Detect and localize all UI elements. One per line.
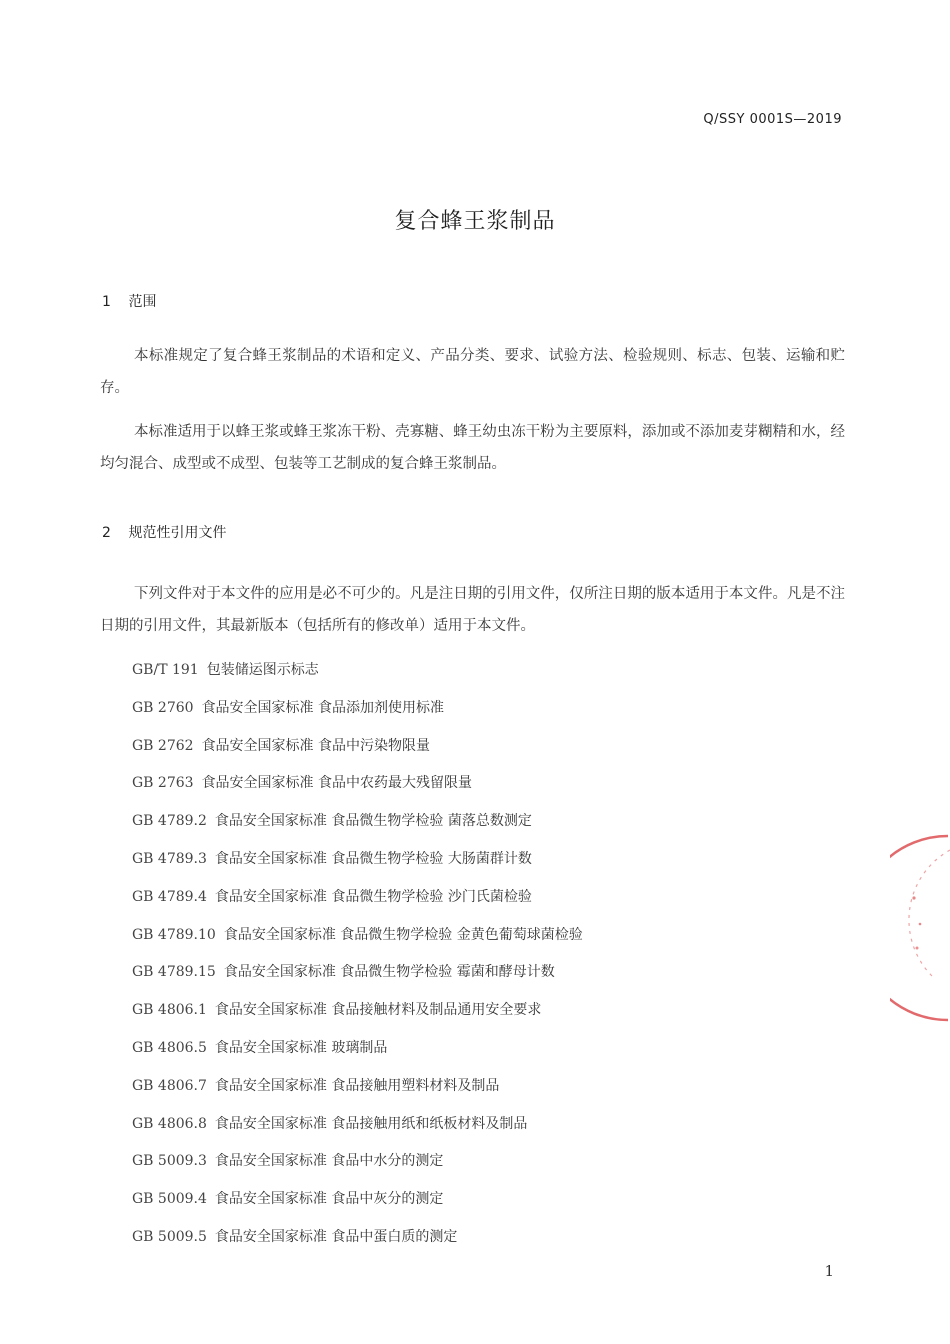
section-title: 范围 — [128, 294, 157, 310]
reference-item — [132, 845, 583, 883]
reference-title: 食品安全国家标准 食品中污染物限量 — [201, 737, 431, 754]
reference-code: GB 4789.3 — [132, 850, 207, 867]
normative-references-list — [132, 656, 583, 1261]
reference-title: 食品安全国家标准 食品微生物学检验 大肠菌群计数 — [214, 850, 532, 867]
seal-stamp-icon — [890, 828, 950, 1028]
section-1-heading — [102, 291, 156, 311]
reference-code: GB 2760 — [132, 699, 194, 716]
reference-code: GB 4806.7 — [132, 1077, 207, 1094]
reference-title: 食品安全国家标准 食品微生物学检验 霉菌和酵母计数 — [223, 964, 555, 981]
reference-title: 食品安全国家标准 食品中水分的测定 — [214, 1153, 444, 1170]
reference-title: 食品安全国家标准 食品中灰分的测定 — [214, 1191, 444, 1208]
document-title: 复合蜂王浆制品 — [394, 209, 556, 234]
section-2-heading — [102, 522, 226, 542]
reference-code: GB 4789.10 — [132, 926, 216, 943]
reference-title: 食品安全国家标准 玻璃制品 — [214, 1039, 388, 1056]
reference-item — [132, 958, 583, 996]
scope-paragraph-1: 本标准规定了复合蜂王浆制品的术语和定义、产品分类、要求、试验方法、检验规则、标志、包装、运输和贮存。 — [100, 348, 845, 396]
reference-title: 食品安全国家标准 食品接触材料及制品通用安全要求 — [214, 1002, 542, 1019]
scope-paragraph-2: 本标准适用于以蜂王浆或蜂王浆冻干粉、壳寡糖、蜂王幼虫冻干粉为主要原料，添加或不添加麦芽糊精和水，经均匀混合、成型或不成型、包装等工艺制成的复合蜂王浆制品。 — [100, 424, 845, 472]
reference-code: GB/T 191 — [132, 662, 199, 678]
reference-code: GB 2762 — [132, 737, 194, 754]
reference-item — [132, 883, 583, 921]
reference-item — [132, 1110, 583, 1148]
reference-code: GB 4789.4 — [132, 888, 207, 905]
reference-title: 食品安全国家标准 食品微生物学检验 金黄色葡萄球菌检验 — [223, 926, 583, 943]
reference-title: 包装储运图示标志 — [206, 662, 319, 678]
reference-item — [132, 694, 583, 732]
reference-title: 食品安全国家标准 食品添加剂使用标准 — [201, 699, 445, 716]
reference-item — [132, 769, 583, 807]
reference-title: 食品安全国家标准 食品微生物学检验 沙门氏菌检验 — [214, 888, 532, 905]
reference-code: GB 4806.1 — [132, 1002, 207, 1019]
reference-item — [132, 807, 583, 845]
reference-title: 食品安全国家标准 食品接触用纸和纸板材料及制品 — [214, 1115, 528, 1132]
reference-item — [132, 1223, 583, 1261]
section-number: 1 — [102, 294, 111, 310]
reference-title: 食品安全国家标准 食品中农药最大残留限量 — [201, 775, 473, 792]
reference-item — [132, 732, 583, 770]
reference-title: 食品安全国家标准 食品微生物学检验 菌落总数测定 — [214, 813, 532, 830]
reference-code: GB 5009.4 — [132, 1191, 207, 1208]
standard-code: Q/SSY 0001S—2019 — [703, 112, 842, 127]
reference-item — [132, 1147, 583, 1185]
reference-item — [132, 656, 583, 694]
reference-code: GB 4789.2 — [132, 813, 207, 830]
reference-title: 食品安全国家标准 食品中蛋白质的测定 — [214, 1228, 458, 1245]
reference-code: GB 4789.15 — [132, 964, 216, 981]
reference-code: GB 2763 — [132, 775, 194, 792]
reference-item — [132, 921, 583, 959]
reference-item — [132, 1072, 583, 1110]
references-intro-paragraph: 下列文件对于本文件的应用是必不可少的。凡是注日期的引用文件，仅所注日期的版本适用于本文件。凡是不注日期的引用文件，其最新版本（包括所有的修改单）适用于本文件。 — [100, 586, 845, 634]
reference-code: GB 4806.5 — [132, 1039, 207, 1056]
reference-item — [132, 1185, 583, 1223]
reference-code: GB 5009.3 — [132, 1153, 207, 1170]
reference-title: 食品安全国家标准 食品接触用塑料材料及制品 — [214, 1077, 500, 1094]
reference-code: GB 4806.8 — [132, 1115, 207, 1132]
reference-item — [132, 996, 583, 1034]
reference-code: GB 5009.5 — [132, 1228, 207, 1245]
page-number: 1 — [824, 1262, 834, 1280]
section-number: 2 — [102, 525, 111, 541]
section-title: 规范性引用文件 — [128, 525, 227, 541]
reference-item — [132, 1034, 583, 1072]
